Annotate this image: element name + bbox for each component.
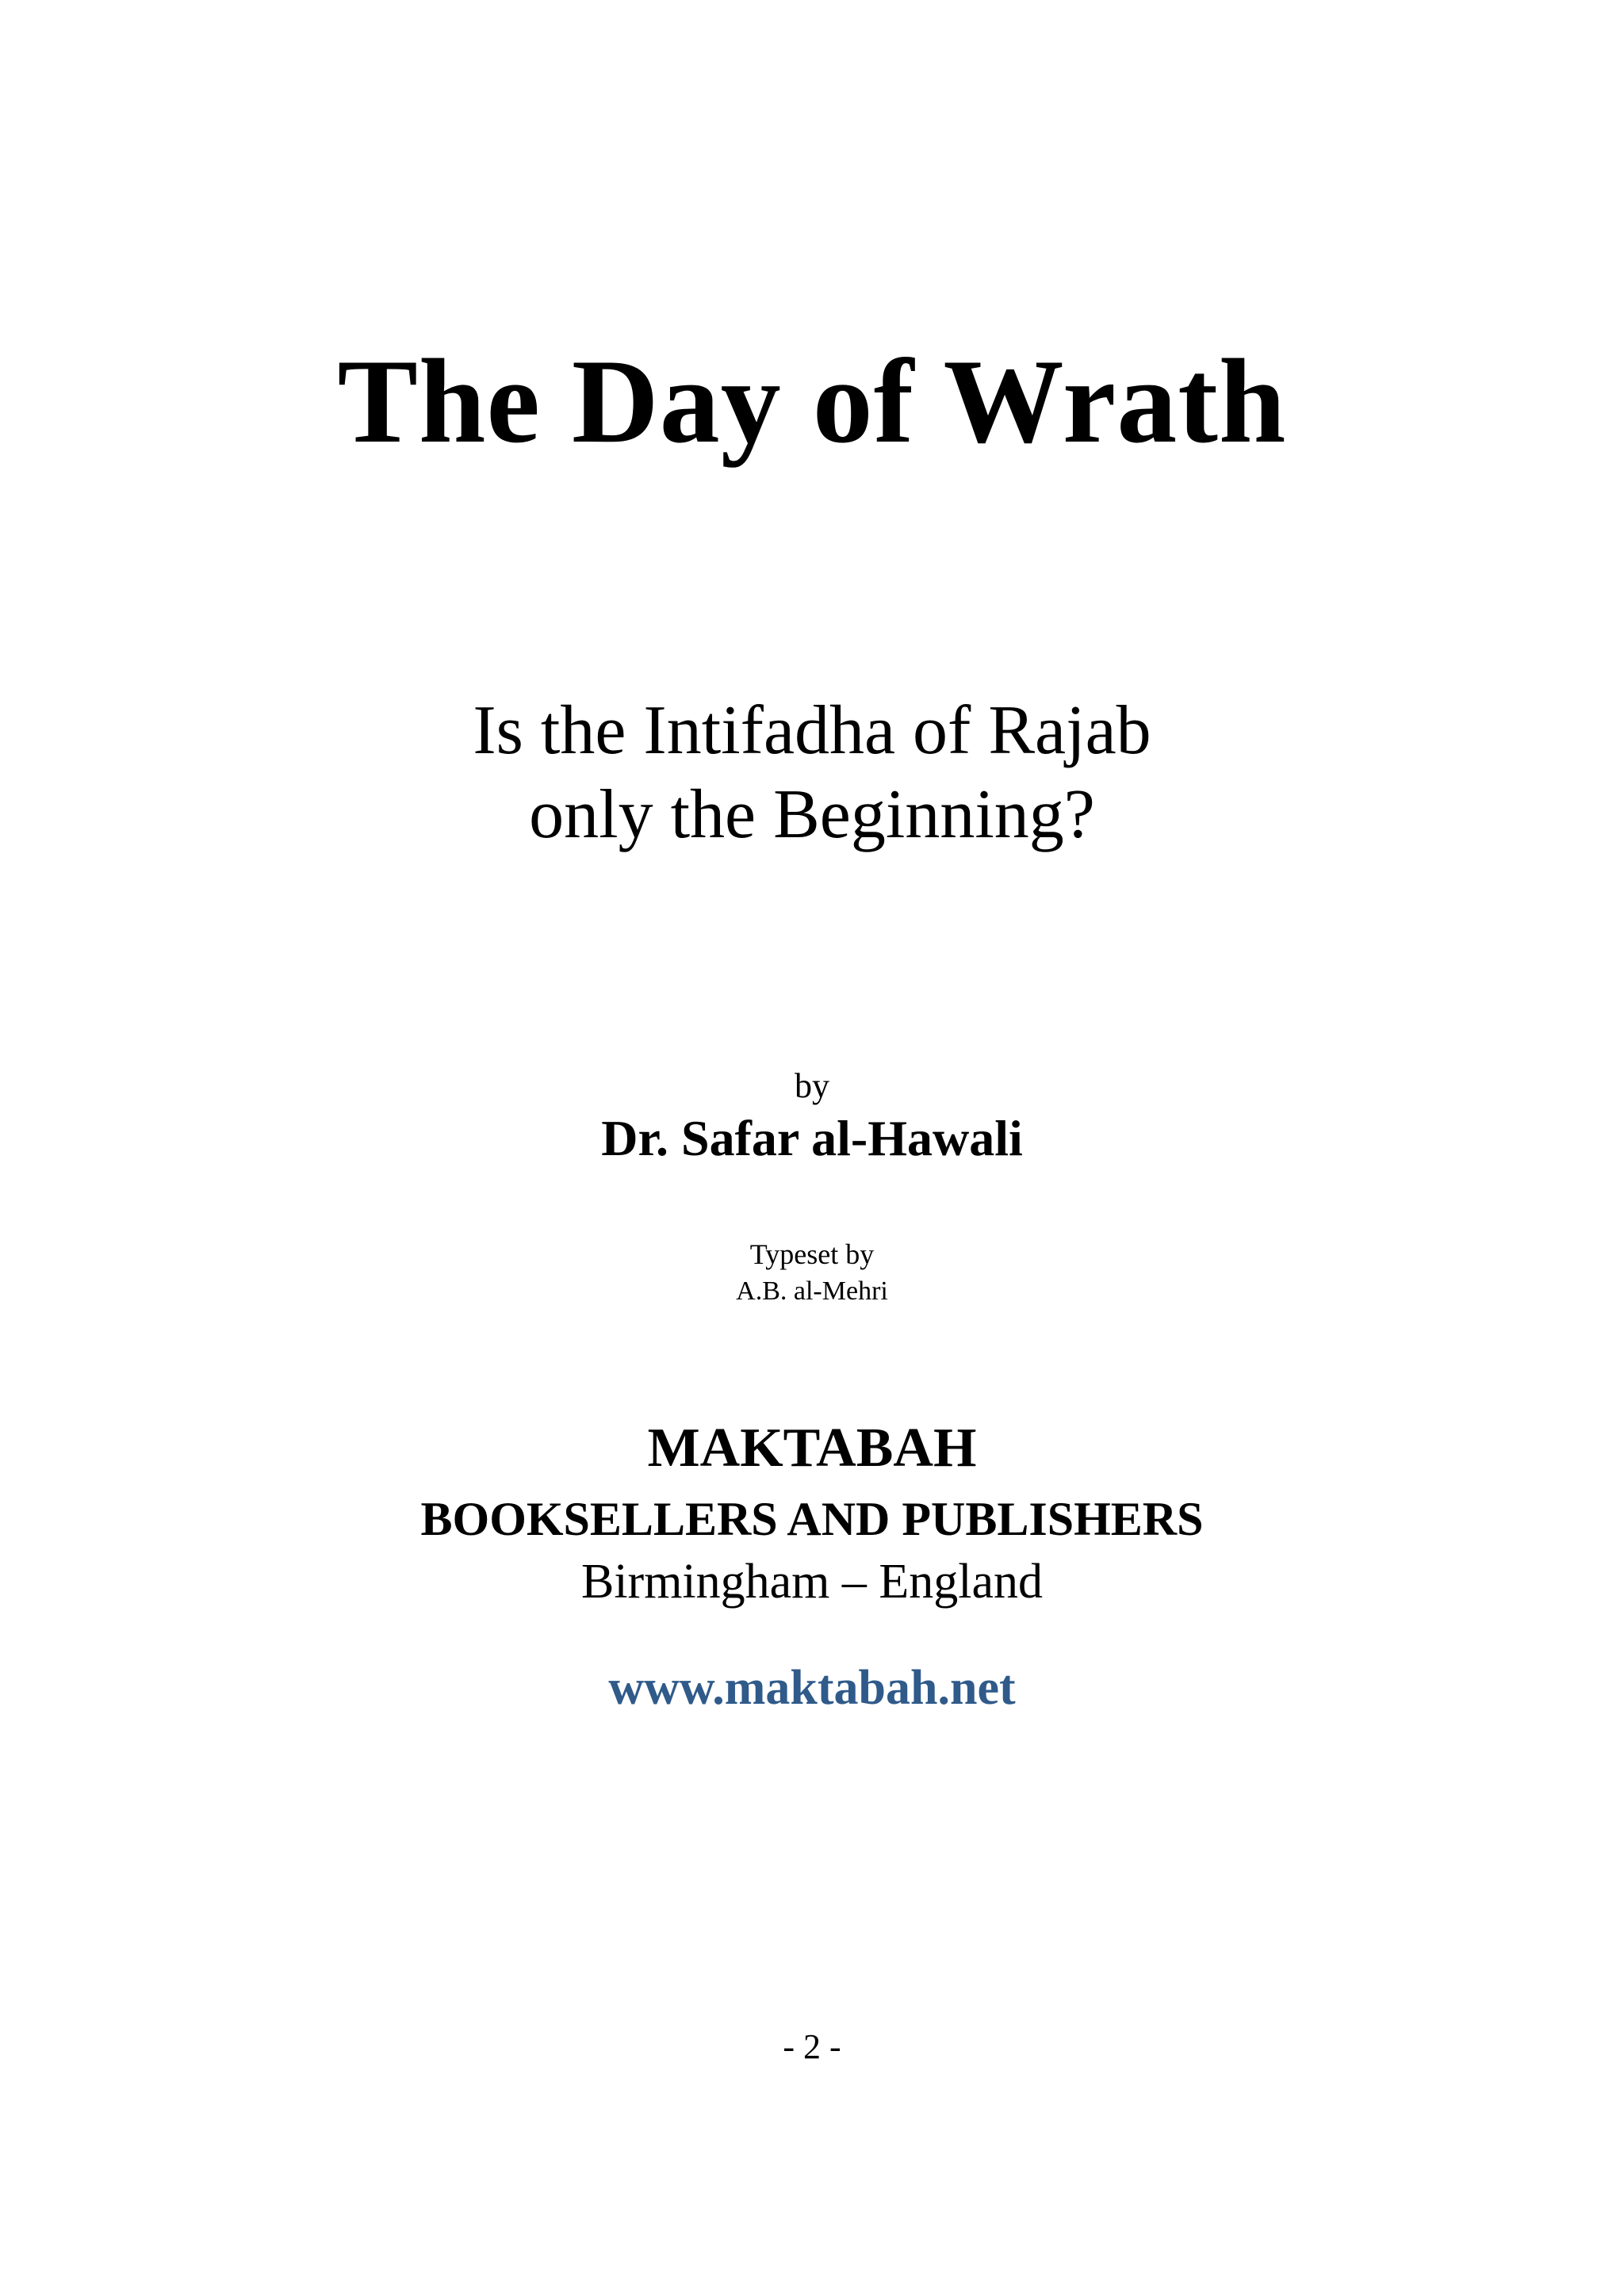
publisher-name: MAKTABAH: [647, 1418, 977, 1479]
subtitle-line-1: Is the Intifadha of Rajab: [473, 692, 1151, 769]
typeset-label: Typeset by: [749, 1238, 875, 1270]
website-link[interactable]: www.maktabah.net: [608, 1661, 1016, 1715]
publisher-location: Birmingham – England: [580, 1555, 1044, 1609]
author-name: Dr. Safar al-Hawali: [601, 1110, 1023, 1166]
by-label: by: [795, 1066, 829, 1105]
book-title: The Day of Wrath: [337, 335, 1287, 468]
publisher-tagline: BOOKSELLERS AND PUBLISHERS: [420, 1493, 1204, 1545]
subtitle-line-2: only the Beginning?: [529, 776, 1095, 853]
typesetter-name: A.B. al-Mehri: [736, 1276, 888, 1306]
page-number: - 2 -: [783, 2027, 841, 2066]
